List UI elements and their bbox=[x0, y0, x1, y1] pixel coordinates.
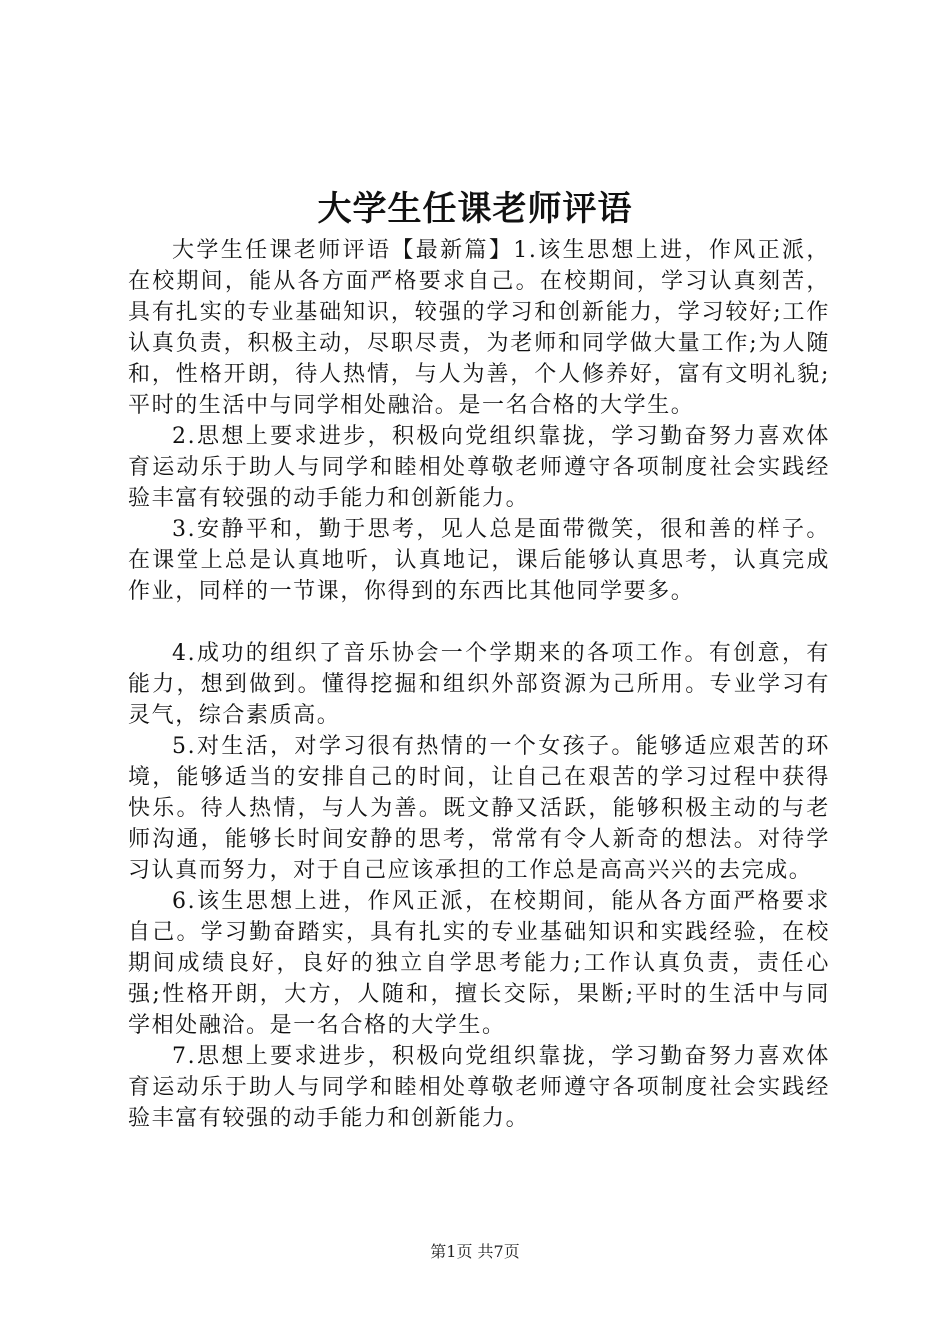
document-title: 大学生任课老师评语 bbox=[317, 189, 633, 229]
paragraph-6: 6.该生思想上进，作风正派，在校期间，能从各方面严格要求自己。学习勤奋踏实，具有扎实的专业基础知识和实践经验，在校期间成绩良好，良好的独立自学思考能力;工作认真负责，责任心强;性格开朗，大方，人随和，擅长交际，果断;平时的生活中与同学相处融洽。是一名合格的大学生。 bbox=[128, 889, 830, 1038]
paragraph-5: 5.对生活，对学习很有热情的一个女孩子。能够适应艰苦的环境，能够适当的安排自己的时间，让自己在艰苦的学习过程中获得快乐。待人热情，与人为善。既文静又活跃，能够积极主动的与老师沟通，能够长时间安静的思考，常常有令人新奇的想法。对待学习认真而努力，对于自己应该承担的工作总是高高兴兴的去完成。 bbox=[128, 734, 830, 883]
page-number-footer: 第1页 共7页 bbox=[430, 1242, 520, 1261]
paragraph-3: 3.安静平和，勤于思考，见人总是面带微笑，很和善的样子。在课堂上总是认真地听，认真地记，课后能够认真思考，认真完成作业，同样的一节课，你得到的东西比其他同学要多。 bbox=[128, 517, 830, 604]
paragraph-2: 2.思想上要求进步，积极向党组织靠拢，学习勤奋努力喜欢体育运动乐于助人与同学和睦相处尊敬老师遵守各项制度社会实践经验丰富有较强的动手能力和创新能力。 bbox=[128, 424, 830, 511]
paragraph-4: 4.成功的组织了音乐协会一个学期来的各项工作。有创意，有能力，想到做到。懂得挖掘和组织外部资源为己所用。专业学习有灵气，综合素质高。 bbox=[128, 641, 830, 728]
paragraph-1: 大学生任课老师评语【最新篇】1.该生思想上进，作风正派，在校期间，能从各方面严格要求自己。在校期间，学习认真刻苦，具有扎实的专业基础知识，较强的学习和创新能力，学习较好;工作认真负责，积极主动，尽职尽责，为老师和同学做大量工作;为人随和，性格开朗，待人热情，与人为善，个人修养好，富有文明礼貌;平时的生活中与同学相处融洽。是一名合格的大学生。 bbox=[128, 238, 830, 418]
paragraph-7: 7.思想上要求进步，积极向党组织靠拢，学习勤奋努力喜欢体育运动乐于助人与同学和睦相处尊敬老师遵守各项制度社会实践经验丰富有较强的动手能力和创新能力。 bbox=[128, 1044, 830, 1131]
document-body bbox=[128, 235, 830, 1134]
